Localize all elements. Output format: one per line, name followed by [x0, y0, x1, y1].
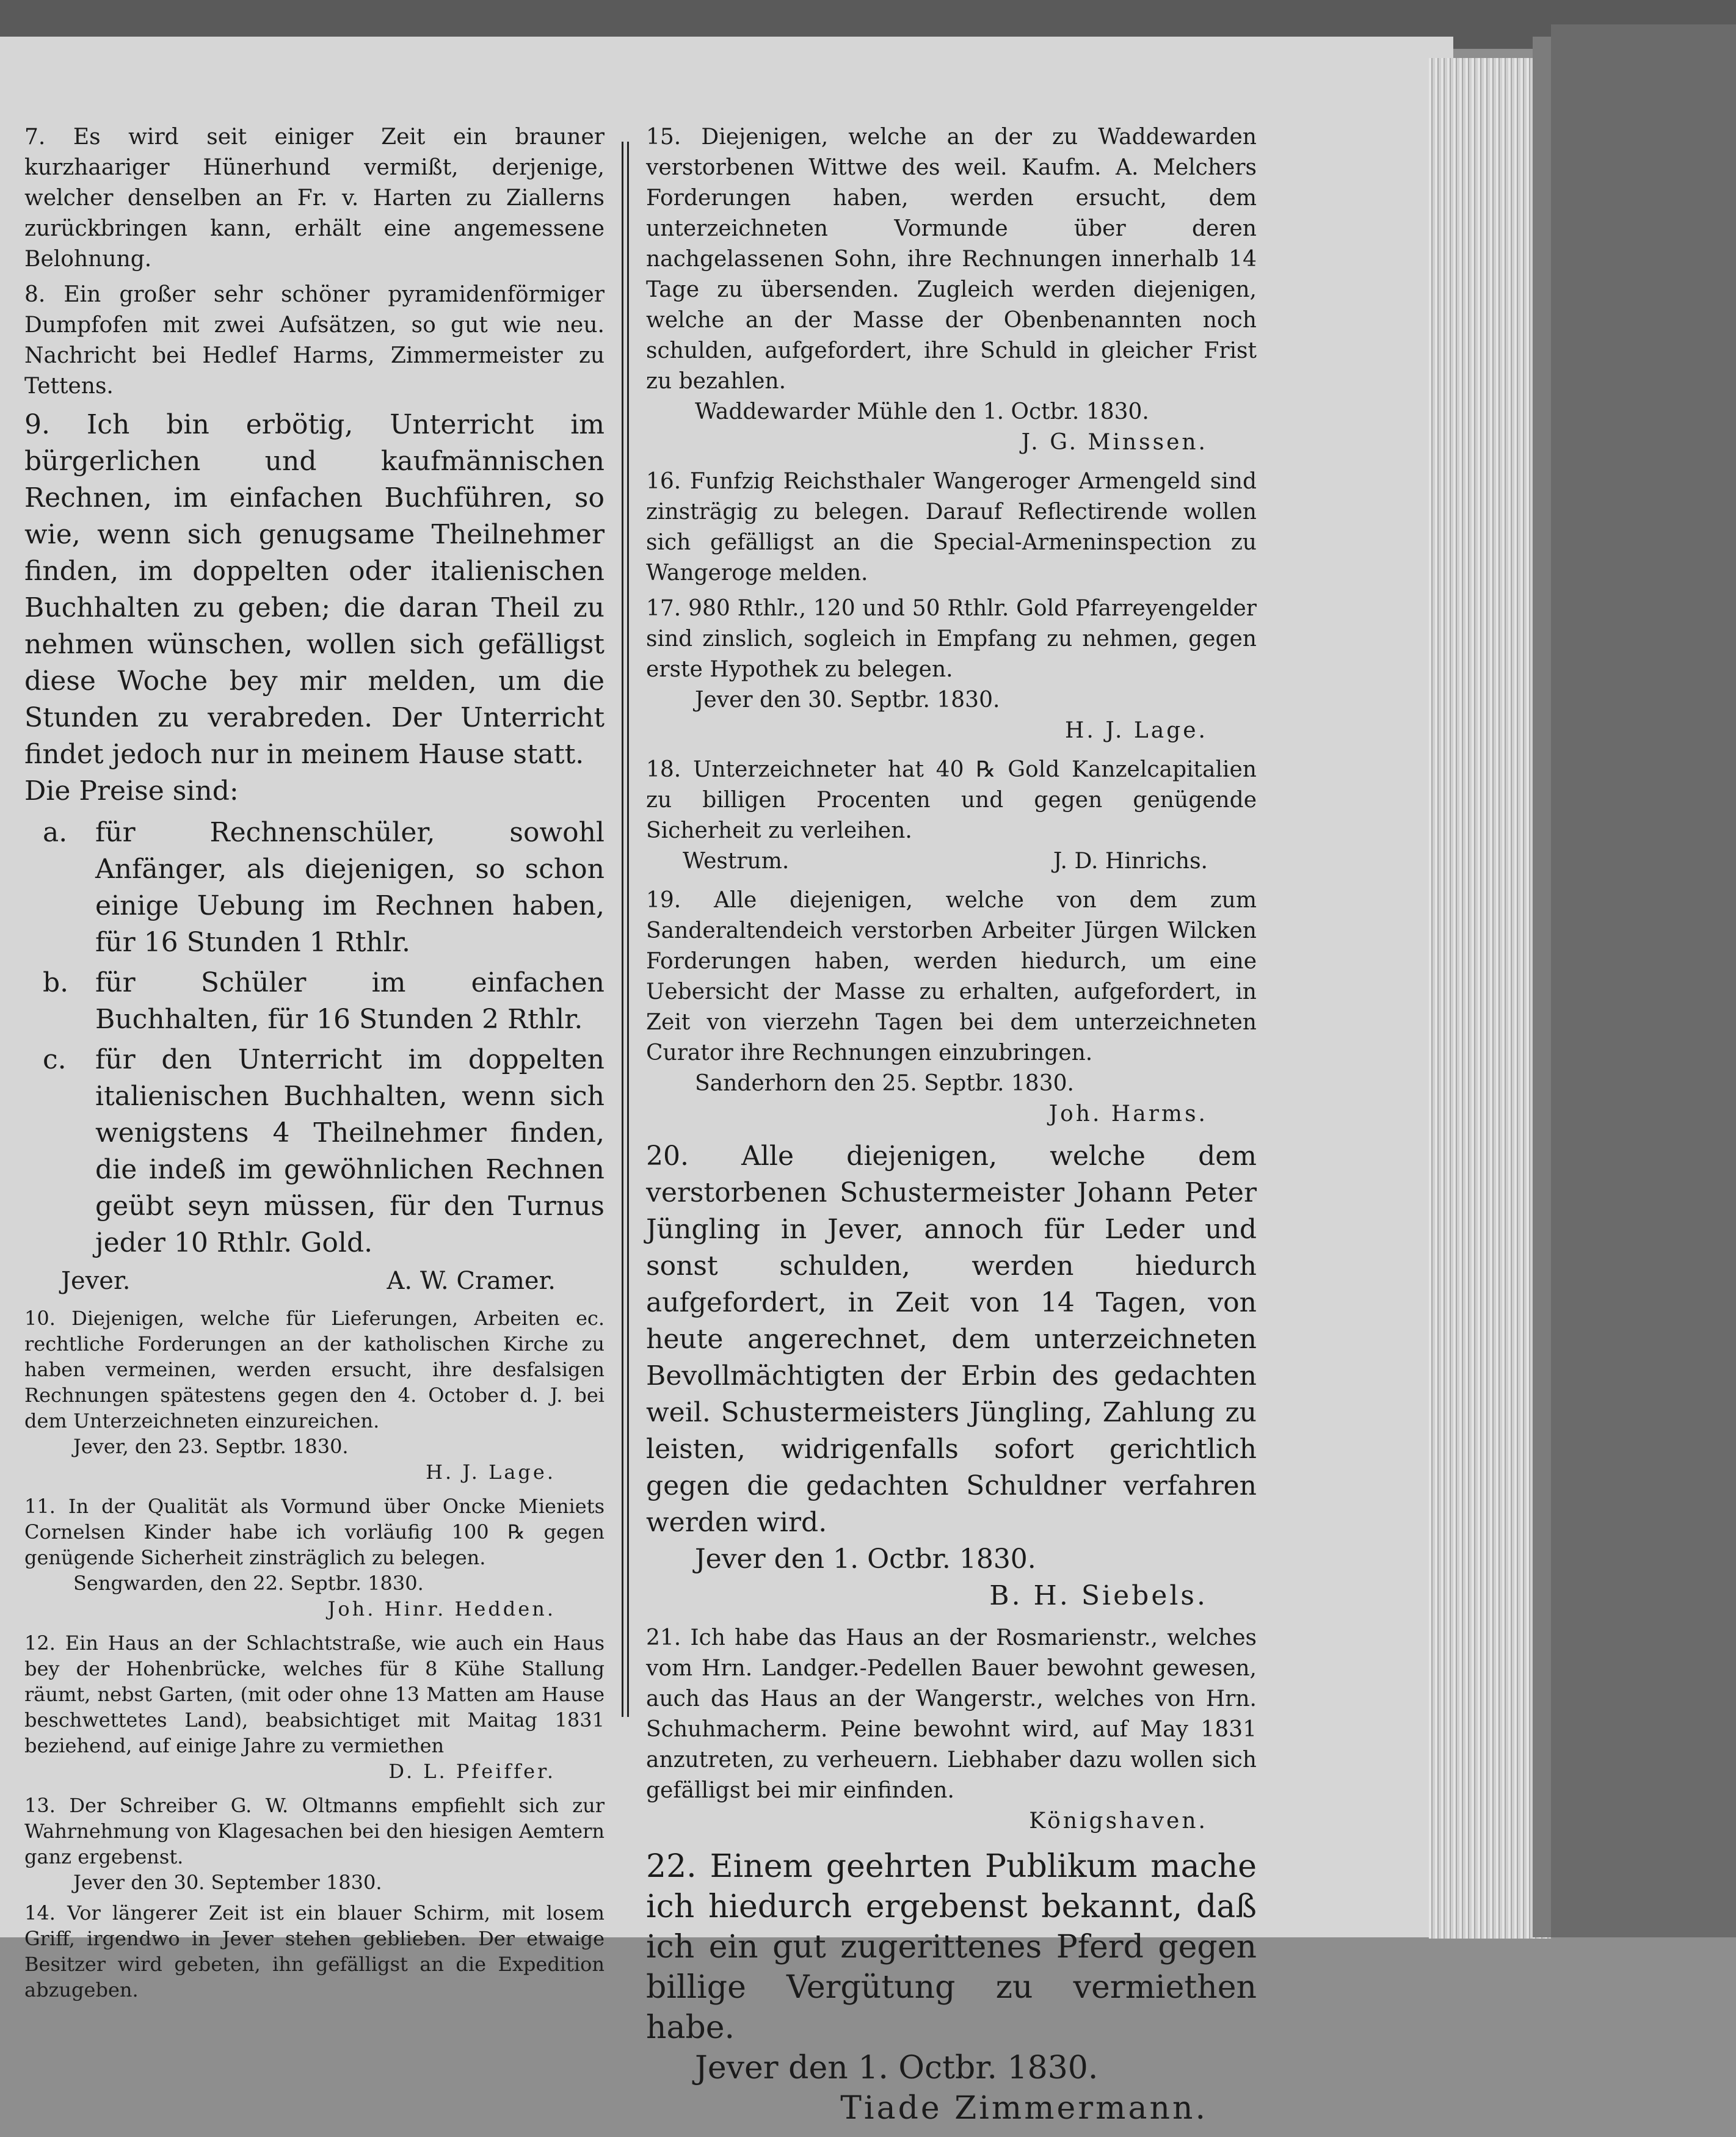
signature: Tiade Zimmermann. [840, 2090, 1208, 2127]
notice-21 [646, 1623, 1257, 1837]
column-rule [622, 142, 629, 1717]
place-date: Jever, den 23. Septbr. 1830. [73, 1435, 349, 1458]
price-item-a [43, 815, 605, 961]
notice-7 [24, 122, 605, 275]
signature: J. G. Minssen. [1021, 430, 1208, 455]
price-item-b [43, 965, 605, 1038]
notice-14 [24, 1900, 605, 2003]
price-letter: c. [43, 1044, 67, 1075]
place-date: Jever den 1. Octbr. 1830. [695, 1544, 1036, 1575]
price-text: für Schüler im einfachen Buchhalten, für 16 Stunden 2 Rthlr. [95, 967, 605, 1035]
signature: J. D. Hinrichs. [1053, 849, 1208, 874]
notice-9-footer [24, 1265, 605, 1297]
place-date: Jever den 1. Octbr. 1830. [695, 2050, 1099, 2086]
notice-15 [646, 122, 1257, 458]
left-column [24, 122, 605, 2008]
place-date: Sanderhorn den 25. Septbr. 1830. [695, 1071, 1074, 1096]
price-text: für Rechnenschüler, sowohl Anfänger, als diejenigen, so schon einige Uebung im Rechnen haben, für 16 Stunden 1 Rthlr. [95, 817, 605, 958]
notice-body: 7. Es wird seit einiger Zeit ein brauner kurzhaariger Hünerhund vermißt, derjenige, welcher denselben an Fr. v. Harten zu Ziallerns zurückbringen kann, erhält eine angemessene Belohnung. [24, 125, 605, 272]
book-cover [1551, 24, 1736, 1937]
notice-9 [24, 407, 605, 810]
notice-body: 16. Funfzig Reichsthaler Wangeroger Armengeld sind zinsträgig zu belegen. Darauf Reflectirende wollen sich gefälligst an die Special-Armeninspection zu Wangeroge melden. [646, 469, 1257, 586]
notice-13 [24, 1793, 605, 1895]
notice-8 [24, 280, 605, 402]
place-date: Jever. [61, 1267, 131, 1295]
notice-body: 13. Der Schreiber G. W. Oltmanns empfiehlt sich zur Wahrnehmung von Klagesachen bei den hiesigen Aemtern ganz ergebenst. [24, 1794, 605, 1868]
place-date: Jever den 30. September 1830. [73, 1871, 382, 1894]
price-text: für den Unterricht im doppelten italienischen Buchhalten, wenn sich wenigstens 4 Theilnehmer finden, die indeß im gewöhnlichen Rechnen geübt seyn müssen, für den Turnus jeder 10 Rthlr. Gold. [95, 1044, 605, 1258]
signature: Joh. Harms. [1048, 1101, 1208, 1127]
notice-body: 22. Einem geehrten Publikum mache ich hiedurch ergebenst bekannt, daß ich ein gut zugerittenes Pferd gegen billige Vergütung zu vermiethen habe. [646, 1848, 1257, 2046]
price-letter: a. [43, 817, 68, 848]
place-date: Waddewarder Mühle den 1. Octbr. 1830. [695, 399, 1149, 424]
notice-body: 15. Diejenigen, welche an der zu Waddewarden verstorbenen Wittwe des weil. Kaufm. A. Melchers Forderungen haben, werden ersucht, dem unterzeichneten Vormunde über deren nachgelassenen Sohn, ihre Rechnungen innerhalb 14 Tage zu übersenden. Zugleich werden diejenigen, welche an der Masse der Obenbenannten noch schulden, aufgefordert, ihre Schuld in gleicher Frist zu bezahlen. [646, 125, 1257, 394]
notice-body: 19. Alle diejenigen, welche von dem zum Sanderaltendeich verstorben Arbeiter Jürgen Wilcken Forderungen haben, werden hiedurch, um eine Uebersicht der Masse zu erhalten, aufgefordert, in Zeit von vierzehn Tagen bei dem unterzeichneten Curator ihre Rechnungen einzubringen. [646, 888, 1257, 1065]
notice-16 [646, 466, 1257, 589]
notice-body: 12. Ein Haus an der Schlachtstraße, wie auch ein Haus bey der Hohenbrücke, welches für 8 Kühe Stallung räumt, nebst Garten, (mit oder ohne 13 Matten am Hause beschwettetes Land), beabsichtiget mit Maitag 1831 beziehend, auf einige Jahre zu vermiethen [24, 1631, 605, 1757]
place-date: Westrum. [683, 849, 790, 874]
notice-body: 9. Ich bin erbötig, Unterricht im bürgerlichen und kaufmännischen Rechnen, im einfachen Buchführen, so wie, wenn sich genugsame Theilnehmer finden, im doppelten oder italienischen Buchhalten zu geben; die daran Theil zu nehmen wünschen, wollen sich gefälligst diese Woche bey mir melden, um die Stunden zu verabreden. Der Unterricht findet jedoch nur in meinem Hause statt. [24, 409, 605, 770]
notice-body: 11. In der Qualität als Vormund über Oncke Mieniets Cornelsen Kinder habe ich vorläufig 100 ℞ gegen genügende Sicherheit zinsträglich zu belegen. [24, 1495, 605, 1569]
notice-body: 21. Ich habe das Haus an der Rosmarienstr., welches vom Hrn. Landger.-Pedellen Bauer bewohnt gewesen, auch das Haus an der Wangerstr., welches von Hrn. Schuhmacherm. Peine bewohnt wird, auf May 1831 anzutreten, zu verheuern. Liebhaber dazu wollen sich gefälligst bei mir einfinden. [646, 1625, 1257, 1803]
notice-18 [646, 755, 1257, 877]
right-column [646, 122, 1257, 2137]
notice-body: 18. Unterzeichneter hat 40 ℞ Gold Kanzelcapitalien zu billigen Procenten und gegen genügende Sicherheit zu verleihen. [646, 757, 1257, 843]
signature: B. H. Siebels. [989, 1580, 1208, 1611]
notice-18-footer [646, 846, 1257, 877]
signature: H. J. Lage. [1065, 718, 1208, 743]
place-date: Sengwarden, den 22. Septbr. 1830. [73, 1572, 424, 1595]
notice-body: 14. Vor längerer Zeit ist ein blauer Schirm, mit losem Griff, irgendwo in Jever stehen geblieben. Der etwaige Besitzer wird gebeten, ihn gefälligst an die Expedition abzugeben. [24, 1901, 605, 2001]
notice-10 [24, 1305, 605, 1485]
signature: H. J. Lage. [426, 1460, 556, 1484]
notice-19 [646, 885, 1257, 1130]
notice-11 [24, 1493, 605, 1622]
notice-body: 10. Diejenigen, welche für Lieferungen, Arbeiten ec. rechtliche Forderungen an der katholischen Kirche zu haben vermeinen, werden ersucht, ihre desfalsigen Rechnungen spätestens gegen den 4. October d. J. bei dem Unterzeichneten einzureichen. [24, 1307, 605, 1432]
notice-12 [24, 1630, 605, 1784]
notice-body: 20. Alle diejenigen, welche dem verstorbenen Schustermeister Johann Peter Jüngling in Jever, annoch für Leder und sonst schulden, werden hiedurch aufgefordert, in Zeit von 14 Tagen, von heute angerechnet, dem unterzeichneten Bevollmächtigten der Erbin des gedachten weil. Schustermeisters Jüngling, Zahlung zu leisten, widrigenfalls sofort gerichtlich gegen die gedachten Schuldner verfahren werden wird. [646, 1141, 1257, 1538]
signature: Königshaven. [1029, 1809, 1208, 1834]
notice-body: 17. 980 Rthlr., 120 und 50 Rthlr. Gold Pfarreyengelder sind zinslich, sogleich in Empfang zu nehmen, gegen erste Hypothek zu belegen. [646, 596, 1257, 682]
notice-22 [646, 1846, 1257, 2128]
notice-17 [646, 593, 1257, 746]
signature: Joh. Hinr. Hedden. [327, 1597, 556, 1620]
notice-20 [646, 1138, 1257, 1614]
prices-intro: Die Preise sind: [24, 775, 239, 807]
notice-body: 8. Ein großer sehr schöner pyramidenförmiger Dumpfofen mit zwei Aufsätzen, so gut wie neu. Nachricht bei Hedlef Harms, Zimmermeister zu Tettens. [24, 282, 605, 399]
price-letter: b. [43, 967, 69, 998]
signature: A. W. Cramer. [387, 1267, 556, 1295]
price-item-c [43, 1042, 605, 1261]
signature: D. L. Pfeiffer. [388, 1760, 556, 1783]
place-date: Jever den 30. Septbr. 1830. [695, 688, 1000, 713]
